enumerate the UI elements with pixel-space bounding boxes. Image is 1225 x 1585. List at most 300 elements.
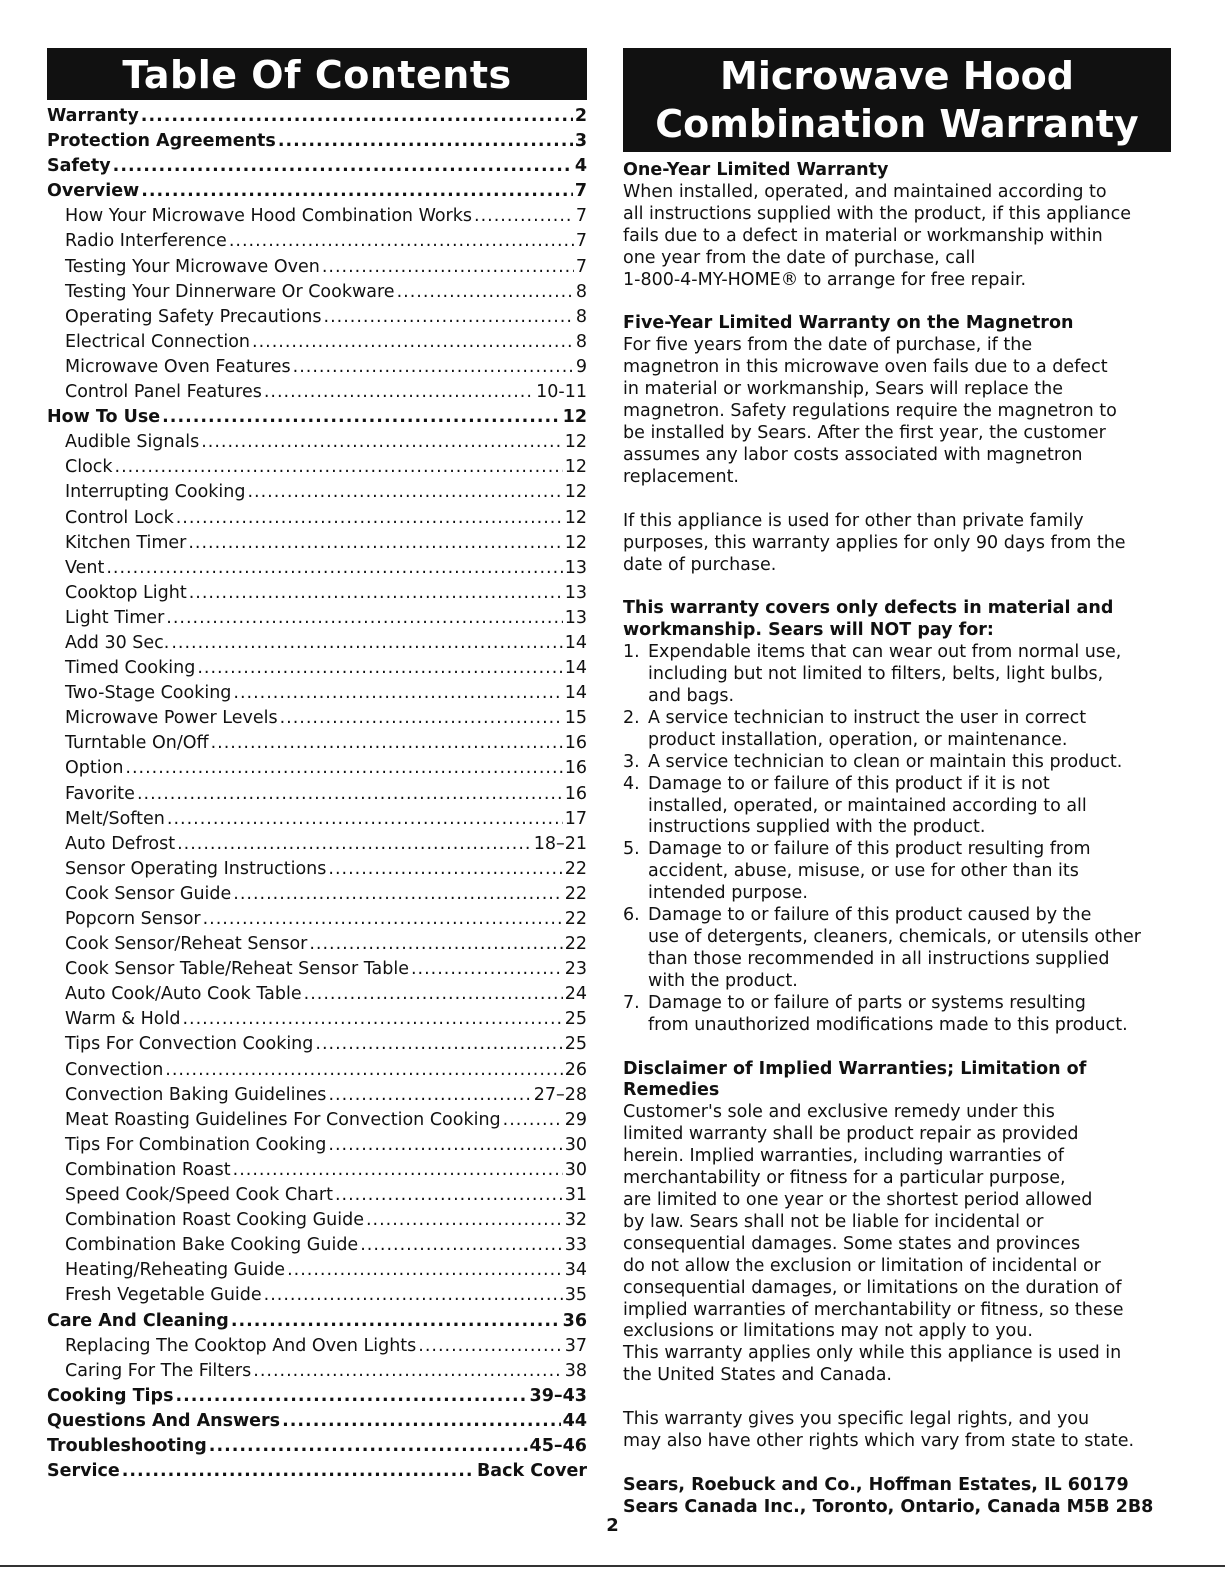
sears-addresses (623, 1475, 1171, 1519)
toc-entry-label: Microwave Oven Features (65, 356, 291, 377)
toc-entry (47, 984, 587, 1009)
toc-entry-label: Cooking Tips (47, 1385, 174, 1406)
toc-entry (47, 1285, 587, 1310)
text-line: be installed by Sears. After the first year, the customer (623, 422, 1106, 443)
toc-entry (47, 131, 587, 156)
text-line: consequential damages. Some states and provinces (623, 1233, 1081, 1254)
toc-entry-label: Warranty (47, 106, 139, 126)
toc-entry-page: 22 (564, 934, 587, 955)
toc-entry-label: Control Lock (65, 507, 174, 528)
toc-entry-label: Convection Baking Guidelines (65, 1084, 327, 1105)
toc-entry-page: 12 (564, 432, 587, 453)
toc-leader-dots (366, 1210, 563, 1230)
exclusion-number: 6. (623, 905, 640, 926)
toc-entry (47, 1436, 587, 1461)
toc-entry-page: 8 (575, 331, 587, 352)
toc-entry-label: Timed Cooking (65, 658, 196, 679)
text-line: Remedies (623, 1080, 720, 1101)
covers-heading (623, 598, 1171, 642)
text-line: fails due to a defect in material or workmanship within (623, 225, 1103, 246)
toc-entry-label: Kitchen Timer (65, 532, 187, 553)
toc-entry-page: 14 (564, 658, 587, 679)
exclusion-item (623, 774, 1171, 840)
toc-entry (47, 859, 587, 884)
toc-entry (47, 934, 587, 959)
exclusion-text (648, 708, 1171, 752)
toc-entry-label: Cook Sensor Guide (65, 883, 232, 904)
toc-entry-label: Safety (47, 156, 111, 177)
warranty-title-line1: Microwave Hood (720, 54, 1074, 98)
toc-leader-dots (137, 784, 563, 804)
toc-entry-page: 14 (564, 683, 587, 704)
toc-leader-dots (293, 357, 574, 377)
text-line: implied warranties of merchantability or fitness, so these (623, 1299, 1124, 1320)
toc-entry (47, 683, 587, 708)
text-line: with the product. (648, 970, 798, 991)
toc-leader-dots (231, 1311, 561, 1331)
text-line: intended purpose. (648, 883, 808, 904)
toc-entry (47, 457, 587, 482)
toc-leader-dots (278, 131, 573, 151)
toc-entry-page: 7 (575, 231, 587, 252)
toc-entry-page: 16 (564, 758, 587, 779)
text-line: Damage to or failure of this product resulting from (648, 839, 1091, 860)
toc-entry (47, 231, 587, 256)
toc-entry-page: 45–46 (529, 1435, 587, 1456)
toc-entry-page: 2 (574, 106, 587, 126)
toc-entry-label: Cooktop Light (65, 582, 187, 603)
toc-entry-label: Favorite (65, 783, 135, 804)
text-line: do not allow the exclusion or limitation of incidental or (623, 1255, 1101, 1276)
toc-entry-label: Microwave Power Levels (65, 708, 278, 729)
toc-title: Table Of Contents (47, 48, 587, 100)
toc-entry (47, 708, 587, 733)
toc-entry-page: 34 (564, 1260, 587, 1281)
toc-entry (47, 206, 587, 231)
toc-entry (47, 1060, 587, 1085)
exclusion-text (648, 905, 1171, 993)
toc-entry (47, 1260, 587, 1285)
toc-entry-label: Convection (65, 1059, 164, 1080)
toc-entry (47, 608, 587, 633)
toc-entry-label: Testing Your Dinnerware Or Cookware (65, 281, 395, 302)
toc-entry-label: Meat Roasting Guidelines For Convection Cooking (65, 1109, 501, 1130)
toc-leader-dots (233, 683, 562, 703)
text-line: This warranty applies only while this appliance is used in (623, 1343, 1122, 1364)
toc-entry (47, 382, 587, 407)
toc-leader-dots (233, 1160, 563, 1180)
toc-entry-page: 22 (564, 909, 587, 929)
toc-entry-label: Turntable On/Off (65, 733, 209, 754)
toc-entry-label: Combination Bake Cooking Guide (65, 1235, 359, 1256)
toc-leader-dots (328, 859, 562, 879)
toc-entry-label: Radio Interference (65, 231, 227, 252)
toc-entry-label: Testing Your Microwave Oven (65, 256, 320, 277)
toc-entry (47, 1235, 587, 1260)
text-line: 1-800-4-MY-HOME® to arrange for free repair. (623, 269, 1027, 290)
text-line: including but not limited to filters, belts, light bulbs, (648, 664, 1104, 685)
toc-entry-page: 13 (564, 582, 587, 603)
toc-leader-dots (182, 1009, 562, 1029)
toc-entry (47, 884, 587, 909)
toc-entry-label: How To Use (47, 407, 161, 428)
toc-entry-label: Interrupting Cooking (65, 482, 246, 503)
toc-leader-dots (203, 909, 563, 929)
exclusion-number: 1. (623, 642, 640, 663)
toc-entry-page: 12 (562, 407, 587, 428)
toc-entry (47, 407, 587, 432)
toc-entry-label: Electrical Connection (65, 331, 251, 352)
text-line: use of detergents, cleaners, chemicals, or utensils other (648, 927, 1141, 947)
toc-entry-page: 30 (564, 1159, 587, 1180)
toc-entry-label: Auto Cook/Auto Cook Table (65, 984, 302, 1005)
toc-leader-dots (418, 1336, 562, 1356)
toc-leader-dots (411, 959, 563, 979)
toc-entry-page: 4 (574, 156, 587, 177)
text-line: Damage to or failure of this product if it is not (648, 773, 1050, 794)
toc-entry (47, 558, 587, 583)
toc-entry (47, 307, 587, 332)
exclusions-list (623, 642, 1171, 1036)
toc-entry-page: 22 (564, 858, 587, 879)
text-line: Customer's sole and exclusive remedy under this (623, 1102, 1055, 1123)
toc-entry-label: Auto Defrost (65, 833, 176, 854)
toc-entry (47, 1311, 587, 1336)
toc-entry (47, 1461, 587, 1486)
toc-leader-dots (175, 1386, 527, 1406)
text-line: This warranty covers only defects in material and (623, 598, 1114, 619)
text-line: A service technician to instruct the user in correct (648, 707, 1087, 728)
toc-entry (47, 633, 587, 658)
toc-entry-label: Overview (47, 181, 140, 202)
bottom-rule (0, 1565, 1225, 1567)
toc-leader-dots (247, 482, 562, 502)
toc-entry (47, 1361, 587, 1386)
text-line: the United States and Canada. (623, 1365, 892, 1386)
text-line: installed, operated, or maintained according to all (648, 795, 1087, 816)
text-line: instructions supplied with the product. (648, 817, 986, 838)
text-line: magnetron in this microwave oven fails due to a defect (623, 357, 1108, 378)
text-line: A service technician to clean or maintain this product. (648, 751, 1123, 772)
toc-leader-dots (141, 181, 573, 201)
toc-leader-dots (282, 1411, 561, 1431)
toc-leader-dots (252, 332, 574, 352)
toc-entry-label: Fresh Vegetable Guide (65, 1285, 262, 1306)
toc-leader-dots (162, 407, 560, 427)
toc-entry-label: Operating Safety Precautions (65, 306, 322, 327)
toc-entry-label: Speed Cook/Speed Cook Chart (65, 1185, 333, 1206)
toc-leader-dots (171, 633, 562, 653)
toc-entry (47, 482, 587, 507)
text-line: are limited to one year or the shortest period allowed (623, 1189, 1093, 1210)
page-number: 2 (606, 1515, 619, 1536)
toc-entry-page: 16 (564, 783, 587, 804)
toc-leader-dots (141, 106, 573, 126)
toc-entry-page: 15 (564, 708, 587, 729)
exclusion-text (648, 993, 1171, 1037)
toc-leader-dots (309, 934, 562, 954)
toc-leader-dots (264, 1285, 563, 1305)
text-line: This warranty gives you specific legal rights, and you (623, 1409, 1090, 1430)
toc-entry-page: 44 (562, 1410, 587, 1431)
exclusion-item (623, 839, 1171, 905)
text-line: exclusions or limitations may not apply to you. (623, 1321, 1033, 1342)
one-year-heading: One-Year Limited Warranty (623, 160, 889, 180)
toc-entry-page: 32 (564, 1210, 587, 1231)
text-line: Sears Canada Inc., Toronto, Ontario, Canada M5B 2B8 (623, 1496, 1154, 1517)
toc-entry-page: 18–21 (533, 833, 587, 854)
exclusion-text (648, 642, 1171, 708)
toc-entry (47, 432, 587, 457)
table-of-contents (47, 48, 587, 1486)
exclusion-item (623, 708, 1171, 752)
toc-entry-page: 12 (564, 457, 587, 478)
toc-entry (47, 1110, 587, 1135)
toc-entry (47, 583, 587, 608)
text-line: If this appliance is used for other than private family (623, 510, 1084, 531)
text-line: Damage to or failure of this product caused by the (648, 905, 1092, 926)
text-line: herein. Implied warranties, including warranties of (623, 1146, 1064, 1167)
text-line: all instructions supplied with the product, if this appliance (623, 203, 1131, 224)
toc-entry-label: Two-Stage Cooking (65, 683, 232, 704)
toc-leader-dots (322, 257, 574, 277)
toc-leader-dots (328, 1085, 531, 1105)
toc-entry-label: Warm & Hold (65, 1009, 181, 1030)
toc-entry (47, 1336, 587, 1361)
toc-entry-page: 16 (564, 733, 587, 754)
exclusion-item (623, 752, 1171, 774)
text-line: Damage to or failure of parts or systems resulting (648, 992, 1086, 1013)
exclusion-number: 7. (623, 992, 640, 1013)
disclaimer-heading (623, 1059, 1171, 1103)
toc-entry (47, 1034, 587, 1059)
exclusion-item (623, 905, 1171, 993)
toc-entry-page: 36 (562, 1310, 587, 1331)
text-line: consequential damages, or limitations on the duration of (623, 1277, 1122, 1298)
toc-entry-page: 13 (564, 557, 587, 578)
toc-entry-page: 38 (564, 1360, 587, 1381)
toc-entry-page: 25 (564, 1034, 587, 1055)
text-line: limited warranty shall be product repair as provided (623, 1124, 1079, 1145)
toc-leader-dots (176, 508, 563, 528)
toc-entry-page: 27–28 (533, 1084, 587, 1105)
toc-leader-dots (122, 1461, 475, 1481)
toc-entry-page: 29 (564, 1109, 587, 1130)
toc-entry-page: 35 (564, 1285, 587, 1306)
toc-entry-label: Light Timer (65, 607, 165, 628)
toc-entry (47, 1085, 587, 1110)
toc-entry (47, 959, 587, 984)
toc-leader-dots (125, 758, 562, 778)
toc-entry-label: Protection Agreements (47, 131, 276, 152)
toc-leader-dots (189, 583, 563, 603)
toc-entry (47, 1185, 587, 1210)
toc-leader-dots (211, 733, 563, 753)
toc-leader-dots (304, 984, 563, 1004)
toc-entry-page: 3 (574, 131, 587, 152)
warranty-title-line2: Combination Warranty (655, 102, 1139, 146)
toc-entry-page: 7 (575, 206, 587, 227)
toc-entry-label: Replacing The Cooktop And Oven Lights (65, 1335, 417, 1356)
toc-entry (47, 357, 587, 382)
text-line: in material or workmanship, Sears will replace the (623, 379, 1063, 400)
toc-entry (47, 1009, 587, 1034)
toc-leader-dots (177, 834, 532, 854)
toc-entry (47, 809, 587, 834)
toc-entry-page: 12 (564, 482, 587, 503)
text-line: Sears, Roebuck and Co., Hoffman Estates, IL 60179 (623, 1474, 1129, 1495)
toc-entry (47, 733, 587, 758)
toc-entry-label: Audible Signals (65, 432, 200, 453)
exclusion-number: 4. (623, 773, 640, 794)
toc-leader-dots (280, 708, 563, 728)
toc-leader-dots (167, 809, 563, 829)
text-line: than those recommended in all instructions supplied (648, 948, 1110, 969)
one-year-text (623, 182, 1171, 292)
toc-leader-dots (233, 884, 562, 904)
toc-entry-page: Back Cover (476, 1461, 587, 1482)
toc-entry (47, 758, 587, 783)
toc-entry-page: 26 (564, 1059, 587, 1080)
toc-entry-page: 22 (564, 883, 587, 904)
toc-entry-label: Tips For Convection Cooking (65, 1034, 314, 1055)
toc-entry-label: Add 30 Sec. (65, 632, 170, 653)
toc-entry-label: Tips For Combination Cooking (65, 1134, 327, 1155)
toc-leader-dots (324, 307, 574, 327)
toc-entry-page: 17 (564, 808, 587, 829)
toc-entry-label: How Your Microwave Hood Combination Works (65, 206, 473, 227)
text-line: merchantability or fitness for a particular purpose, (623, 1168, 1066, 1189)
toc-entry-page: 14 (564, 632, 587, 653)
warranty-title (623, 48, 1171, 152)
toc-entry-label: Care And Cleaning (47, 1310, 229, 1331)
toc-leader-dots (165, 1060, 562, 1080)
toc-entry-page: 31 (564, 1185, 587, 1206)
toc-leader-dots (166, 608, 562, 628)
text-line: and bags. (648, 686, 735, 707)
text-line: For five years from the date of purchase, if the (623, 335, 1033, 356)
toc-entry-label: Control Panel Features (65, 382, 262, 403)
toc-entry-page: 12 (564, 507, 587, 528)
toc-entry-label: Combination Roast Cooking Guide (65, 1210, 364, 1231)
toc-entry (47, 257, 587, 282)
toc-entry-page: 7 (575, 256, 587, 277)
text-line: Disclaimer of Implied Warranties; Limitation of (623, 1058, 1087, 1079)
toc-leader-dots (264, 382, 534, 402)
toc-leader-dots (253, 1361, 562, 1381)
toc-leader-dots (209, 1436, 528, 1456)
toc-entry-label: Cook Sensor/Reheat Sensor (65, 934, 308, 955)
text-line: from unauthorized modifications made to this product. (648, 1014, 1128, 1035)
toc-entry (47, 1411, 587, 1436)
text-line: one year from the date of purchase, call (623, 247, 976, 268)
text-line: by law. Sears shall not be liable for incidental or (623, 1211, 1044, 1232)
toc-entry (47, 1160, 587, 1185)
exclusion-text (648, 839, 1171, 905)
toc-entry-label: Cook Sensor Table/Reheat Sensor Table (65, 959, 409, 980)
text-line: product installation, operation, or maintenance. (648, 729, 1068, 750)
toc-entry-label: Sensor Operating Instructions (65, 858, 327, 879)
toc-entry-page: 7 (574, 181, 587, 202)
text-line: may also have other rights which vary from state to state. (623, 1431, 1135, 1452)
toc-entry-page: 13 (564, 607, 587, 628)
toc-leader-dots (503, 1110, 563, 1130)
toc-entry-label: Option (65, 758, 124, 779)
toc-entry-page: 37 (564, 1335, 587, 1356)
toc-entry (47, 909, 587, 934)
text-line: magnetron. Safety regulations require the magnetron to (623, 401, 1117, 422)
toc-leader-dots (197, 658, 562, 678)
toc-entry (47, 533, 587, 558)
toc-leader-dots (229, 231, 574, 251)
toc-entry-page: 24 (564, 984, 587, 1005)
toc-leader-dots (315, 1034, 562, 1054)
toc-entry (47, 282, 587, 307)
text-line: assumes any labor costs associated with magnetron (623, 444, 1083, 465)
toc-entry-label: Caring For The Filters (65, 1360, 252, 1381)
toc-entry-label: Combination Roast (65, 1159, 231, 1180)
five-year-text (623, 335, 1171, 488)
toc-list (47, 106, 587, 1486)
private-use-text (623, 511, 1171, 577)
toc-entry-page: 25 (564, 1009, 587, 1030)
toc-entry-page: 12 (564, 532, 587, 553)
toc-leader-dots (287, 1260, 563, 1280)
text-line: purposes, this warranty applies for only 90 days from the (623, 532, 1126, 553)
toc-entry (47, 156, 587, 181)
exclusion-item (623, 993, 1171, 1037)
five-year-heading: Five-Year Limited Warranty on the Magnetron (623, 313, 1074, 334)
warranty-section (623, 48, 1171, 1519)
toc-entry-label: Vent (65, 557, 105, 578)
toc-leader-dots (335, 1185, 563, 1205)
exclusion-text (648, 774, 1171, 840)
toc-leader-dots (397, 282, 574, 302)
toc-leader-dots (474, 206, 574, 226)
toc-entry-page: 9 (575, 356, 587, 377)
toc-entry-label: Questions And Answers (47, 1410, 281, 1431)
toc-entry-page: 39–43 (529, 1385, 587, 1406)
legal-rights-text (623, 1409, 1171, 1453)
toc-leader-dots (115, 457, 563, 477)
toc-entry-page: 8 (575, 306, 587, 327)
toc-entry-page: 8 (575, 281, 587, 302)
toc-entry-page: 23 (564, 959, 587, 980)
toc-entry-page: 33 (564, 1235, 587, 1256)
toc-entry (47, 784, 587, 809)
toc-entry (47, 106, 587, 131)
toc-entry-label: Troubleshooting (47, 1435, 207, 1456)
toc-entry (47, 1386, 587, 1411)
toc-entry-page: 10-11 (536, 382, 587, 403)
toc-entry (47, 332, 587, 357)
toc-leader-dots (328, 1135, 562, 1155)
toc-entry-label: Service (47, 1461, 120, 1482)
toc-entry (47, 658, 587, 683)
toc-leader-dots (201, 432, 563, 452)
toc-entry (47, 1135, 587, 1160)
disclaimer-text (623, 1102, 1171, 1387)
toc-entry (47, 508, 587, 533)
toc-entry (47, 1210, 587, 1235)
toc-entry-page: 30 (564, 1134, 587, 1155)
exclusion-number: 2. (623, 707, 640, 728)
toc-leader-dots (113, 156, 573, 176)
toc-leader-dots (106, 558, 562, 578)
exclusion-number: 5. (623, 839, 640, 860)
exclusion-item (623, 642, 1171, 708)
toc-entry-label: Clock (65, 457, 113, 478)
